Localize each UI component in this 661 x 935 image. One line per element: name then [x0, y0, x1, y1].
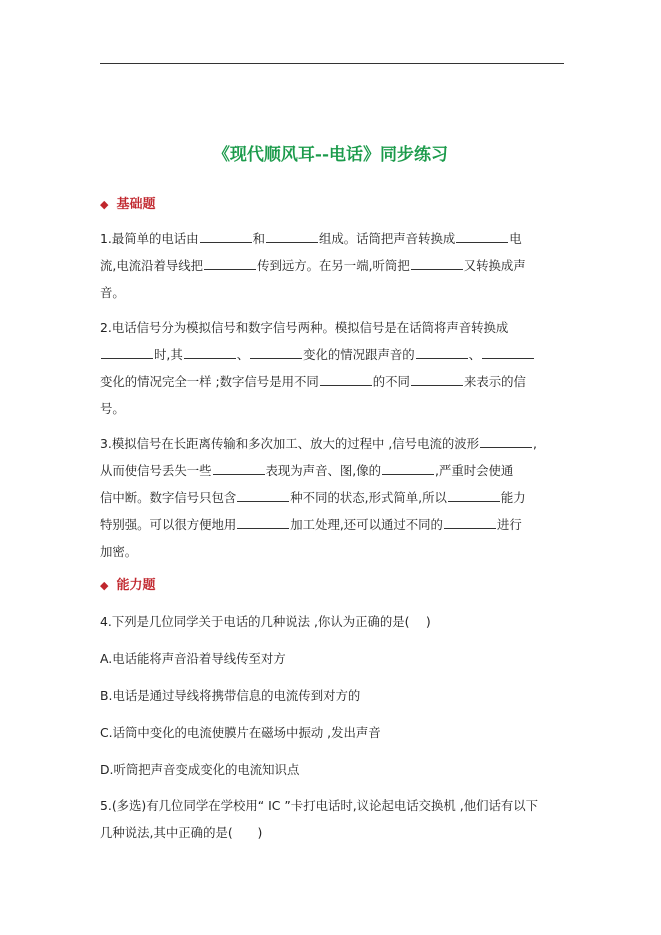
q3-text: 进行 [496, 517, 522, 532]
q1-text: 音。 [100, 285, 125, 300]
q2-text: 变化的情况完全一样 ;数字信号是用不同 [100, 374, 319, 389]
q2-text: 2.电话信号分为模拟信号和数字信号两种。模拟信号是在话筒将声音转换成 [100, 320, 509, 335]
q1-text: 流,电流沿着导线把 [100, 258, 204, 273]
diamond-icon: ◆ [100, 198, 109, 211]
answer-blank [237, 489, 289, 502]
q3-text: 加工处理,还可以通过不同的 [290, 517, 443, 532]
answer-blank [266, 230, 318, 243]
q2-text: 变化的情况跟声音的 [303, 347, 415, 362]
answer-blank [382, 462, 434, 475]
q1-text: 电 [509, 231, 522, 246]
answer-blank [444, 516, 496, 529]
header-rule [100, 63, 564, 64]
answer-blank [456, 230, 508, 243]
q2-text: 、 [236, 347, 250, 362]
q3-text: 表现为声音、图,像的 [265, 463, 381, 478]
q1-text: 1.最简单的电话由 [100, 231, 199, 246]
q3-text: 特别强。可以很方便地用 [100, 517, 237, 532]
q1-text: 组成。话筒把声音转换成 [318, 231, 456, 246]
section-basic [100, 193, 155, 212]
answer-blank [416, 346, 468, 359]
q3-text: 从而使信号丢失一些 [100, 463, 212, 478]
answer-blank [237, 516, 289, 529]
q2-text: 号。 [100, 401, 125, 416]
answer-blank [184, 346, 236, 359]
q1-text: 传到远方。在另一端,听筒把 [257, 258, 410, 273]
document-title: 《现代顺风耳--电话》同步练习 [212, 145, 449, 165]
q3-text: 3.模拟信号在长距离传输和多次加工、放大的过程中 ,信号电流的波形 [100, 436, 480, 451]
answer-blank [480, 435, 532, 448]
answer-blank [200, 230, 252, 243]
answer-blank [213, 462, 265, 475]
answer-blank [411, 257, 463, 270]
q4-option-a: A.电话能将声音沿着导线传至对方 [100, 651, 286, 666]
question-2 [100, 314, 564, 422]
q4-option-d: D.听筒把声音变成变化的电流知识点 [100, 762, 300, 777]
section-ability [100, 574, 155, 593]
q1-text: 和 [252, 231, 265, 246]
answer-blank [448, 489, 500, 502]
q4-option-b: B.电话是通过导线将携带信息的电流传到对方的 [100, 688, 361, 703]
q2-text: 的不同 [372, 374, 410, 389]
answer-blank [250, 346, 302, 359]
q1-text: 又转换成声 [463, 258, 526, 273]
q2-text: 来表示的信 [463, 374, 526, 389]
answer-blank [482, 346, 534, 359]
answer-blank [101, 346, 153, 359]
q3-text: 信中断。数字信号只包含 [100, 490, 237, 505]
q3-text: ,严重时会使通 [434, 463, 514, 478]
q3-text: , [533, 436, 537, 451]
answer-blank [320, 373, 372, 386]
diamond-icon: ◆ [100, 579, 109, 592]
question-1 [100, 225, 564, 306]
q2-text: 、 [468, 347, 482, 362]
answer-blank [411, 373, 463, 386]
q2-text: 时,其 [154, 347, 183, 362]
q4-option-c: C.话筒中变化的电流使膜片在磁场中振动 ,发出声音 [100, 725, 381, 740]
answer-blank [204, 257, 256, 270]
q5-text: 几种说法,其中正确的是( ) [100, 825, 263, 840]
section-ability-label: 能力题 [116, 578, 156, 593]
q3-text: 加密。 [100, 544, 138, 559]
section-basic-label: 基础题 [116, 197, 156, 212]
q3-text: 种不同的状态,形式简单,所以 [290, 490, 447, 505]
q3-text: 能力 [500, 490, 526, 505]
question-5 [100, 792, 564, 846]
question-3 [100, 430, 564, 565]
q4-stem: 4.下列是几位同学关于电话的几种说法 ,你认为正确的是( ) [100, 614, 431, 629]
q5-text: 5.(多选)有几位同学在学校用“ IC ”卡打电话时,议论起电话交换机 ,他们话有以下 [100, 798, 539, 813]
